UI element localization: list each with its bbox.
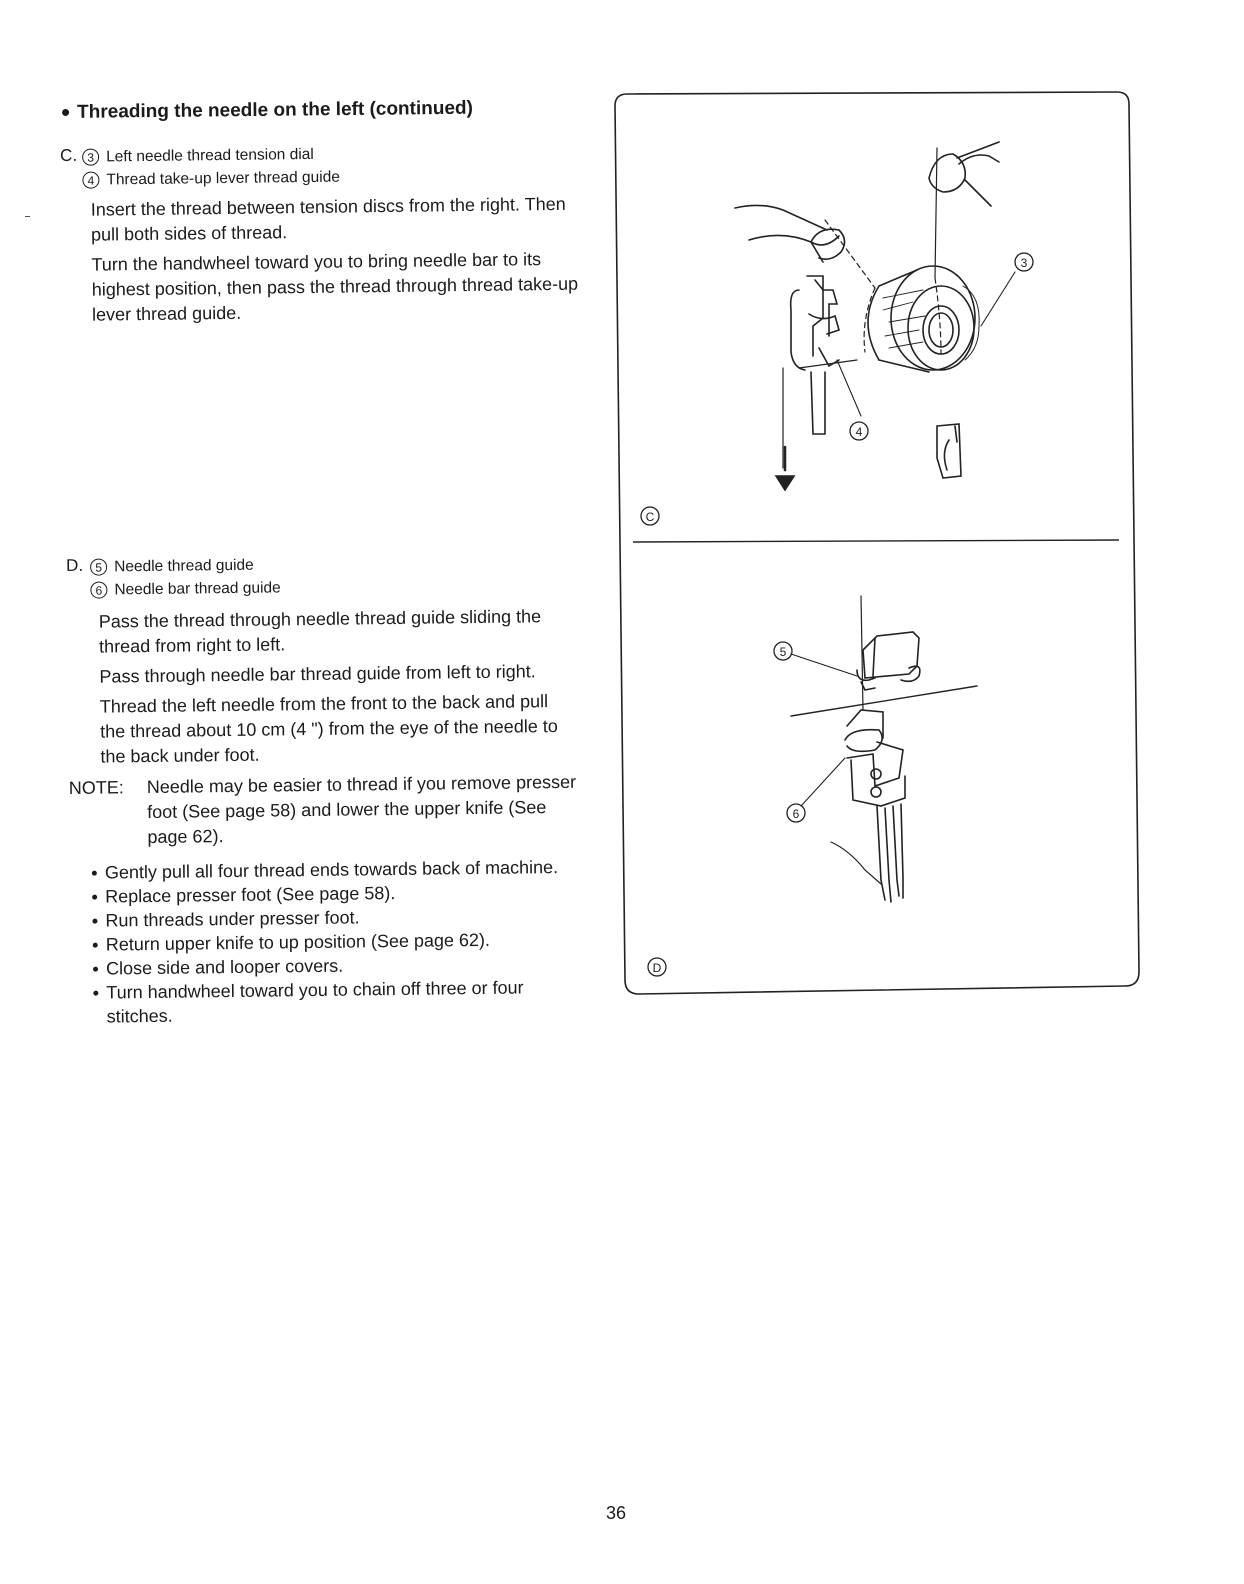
figure-panel <box>613 90 1141 998</box>
note-text: Needle may be easier to thread if you remove presser foot (See page 58) and lower the upper knife (See page 62). <box>146 771 577 848</box>
paragraph: Turn the handwheel toward you to bring needle bar to its highest position, then pass the thread through thread take-up lever thread guide. <box>91 249 579 325</box>
part-item <box>82 143 340 169</box>
paragraph: Thread the left needle from the front to the back and pull the thread about 10 cm (4 ") from the eye of the needle to the back under foot. <box>99 691 558 767</box>
part-item <box>82 166 340 192</box>
paragraph: Pass the thread through needle thread guide sliding the thread from right to left. <box>98 606 542 657</box>
part-item <box>90 576 281 601</box>
figure-d-label <box>648 958 666 976</box>
section-c-body <box>61 192 583 328</box>
section-c-letter: C. <box>60 145 78 165</box>
callout-badge: 3 <box>82 149 99 166</box>
figure-c-label <box>641 507 659 525</box>
callout-5 <box>774 642 792 660</box>
figure-divider <box>633 540 1119 542</box>
section-title-text: Threading the needle on the left (continued) <box>76 97 474 123</box>
hand-left-illustration <box>735 205 845 262</box>
needles-illustration <box>877 804 903 902</box>
list-item: Replace presser foot (See page 58). <box>92 879 592 909</box>
section-d-header <box>66 550 592 602</box>
figure-d-illustration <box>791 596 977 902</box>
note-label: NOTE: <box>68 777 124 798</box>
steps-list <box>92 855 594 1029</box>
part-label: Needle bar thread guide <box>114 579 281 599</box>
section-d-body <box>67 604 576 770</box>
callout-badge: 5 <box>90 559 107 576</box>
section-title <box>62 98 473 124</box>
needle-bar-clamp <box>845 710 905 806</box>
guide-part-illustration <box>937 424 961 478</box>
callout-badge: 6 <box>90 582 107 599</box>
part-label: Left needle thread tension dial <box>106 145 314 166</box>
svg-text:C: C <box>645 510 655 524</box>
svg-text:3: 3 <box>1020 256 1028 270</box>
section-d-letter: D. <box>66 555 84 575</box>
paragraph: Insert the thread between tension discs from the right. Then pull both sides of thread. <box>90 193 566 245</box>
callout-3 <box>1015 253 1033 271</box>
title-bullet <box>62 109 69 116</box>
hand-right-illustration <box>929 142 999 206</box>
callout-badge: 4 <box>82 172 99 189</box>
list-item: Return upper knife to up position (See page 62). <box>93 927 593 957</box>
page-number: 36 <box>606 1503 627 1523</box>
list-item: Gently pull all four thread ends towards back of machine. <box>92 855 592 885</box>
section-c-parts <box>82 143 340 192</box>
take-up-lever <box>791 276 839 434</box>
section-d <box>66 550 597 1029</box>
svg-text:4: 4 <box>855 425 863 439</box>
thread-path <box>783 148 941 470</box>
svg-text:6: 6 <box>792 807 800 821</box>
svg-text:5: 5 <box>779 645 787 659</box>
section-c <box>60 140 582 333</box>
callout-4 <box>850 422 868 440</box>
svg-text:D: D <box>652 961 662 975</box>
part-item <box>90 553 281 578</box>
section-c-header <box>60 140 581 192</box>
part-label: Needle thread guide <box>114 556 254 576</box>
needle-thread-guide <box>857 632 920 690</box>
note <box>69 770 595 851</box>
section-d-parts <box>90 553 281 601</box>
part-label: Thread take-up lever thread guide <box>106 168 341 189</box>
list-item: Run threads under presser foot. <box>92 903 592 933</box>
paragraph: Pass through needle bar thread guide from left to right. <box>99 661 536 687</box>
figure-c-illustration <box>735 142 1015 490</box>
list-item: Close side and looper covers. <box>93 951 593 981</box>
tension-dial <box>868 266 979 372</box>
list-item: Turn handwheel toward you to chain off three or four stitches. <box>93 975 594 1029</box>
arrow-down-icon <box>776 476 794 490</box>
callout-6 <box>787 804 805 822</box>
margin-mark <box>25 216 30 217</box>
figure-frame <box>615 92 1139 994</box>
